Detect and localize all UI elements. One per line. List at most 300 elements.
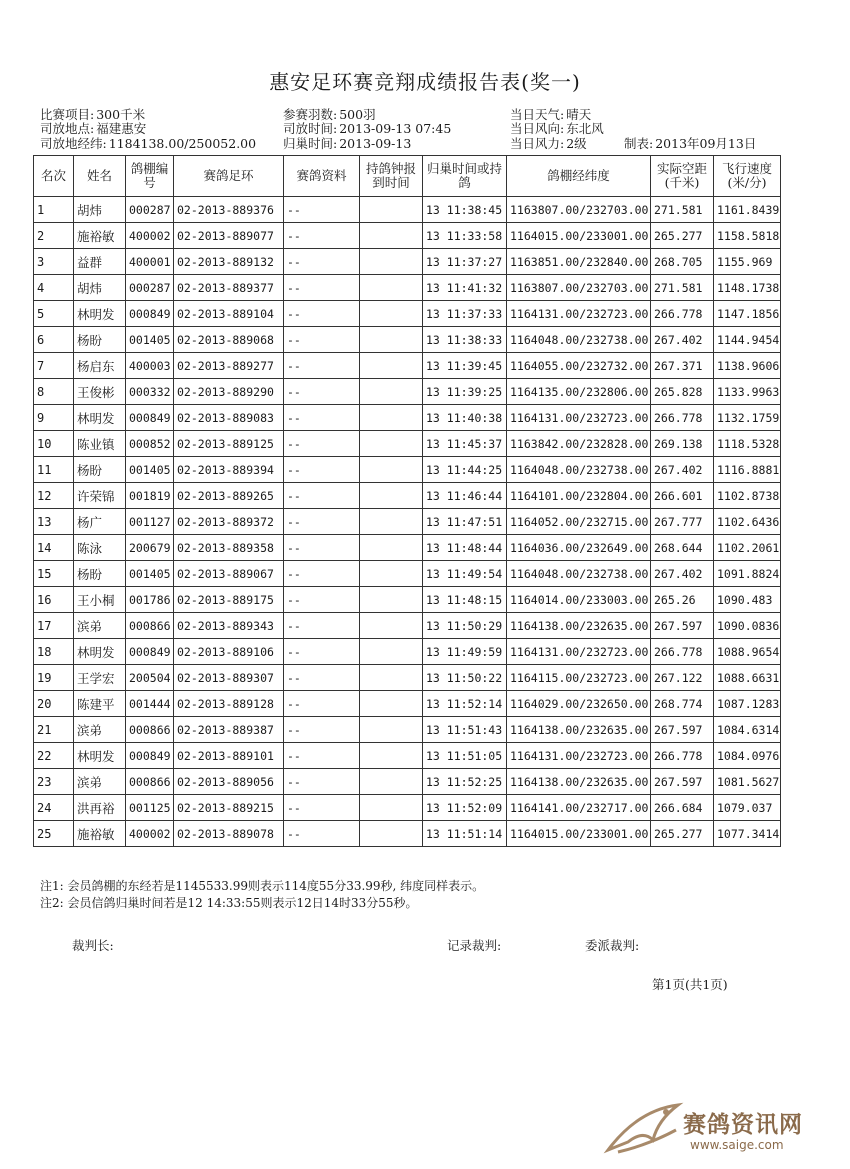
cell-ring: 02-2013-889125 <box>174 431 284 457</box>
cell-coords: 1163807.00/232703.00 <box>507 275 651 301</box>
cell-ring: 02-2013-889077 <box>174 223 284 249</box>
cell-arrival: 13 11:47:51 <box>423 509 507 535</box>
cell-ring: 02-2013-889068 <box>174 327 284 353</box>
cell-distance: 267.597 <box>651 769 714 795</box>
table-row <box>34 691 781 717</box>
release-coords-field <box>40 137 256 151</box>
cell-coords: 1163842.00/232828.00 <box>507 431 651 457</box>
cell-loft-no: 001125 <box>126 795 174 821</box>
cell-ring: 02-2013-889277 <box>174 353 284 379</box>
cell-name: 杨盼 <box>74 327 126 353</box>
cell-loft-no: 001819 <box>126 483 174 509</box>
event-value: 300千米 <box>96 107 146 122</box>
table-row <box>34 795 781 821</box>
cell-speed: 1102.8738 <box>714 483 781 509</box>
cell-coords: 1164131.00/232723.00 <box>507 405 651 431</box>
cell-clock <box>360 561 423 587</box>
cell-speed: 1161.8439 <box>714 197 781 223</box>
cell-pigeon-info: -- <box>284 639 360 665</box>
cell-arrival: 13 11:51:05 <box>423 743 507 769</box>
release-coords-value: 1184138.00/250052.00 <box>108 136 257 151</box>
cell-loft-no: 400002 <box>126 223 174 249</box>
cell-distance: 266.601 <box>651 483 714 509</box>
cell-coords: 1164135.00/232806.00 <box>507 379 651 405</box>
cell-clock <box>360 587 423 613</box>
cell-rank: 21 <box>34 717 74 743</box>
watermark-url: www.saige.com <box>690 1138 784 1152</box>
table-row <box>34 743 781 769</box>
cell-name: 杨启东 <box>74 353 126 379</box>
table-row <box>34 405 781 431</box>
wind-dir-field <box>510 122 604 136</box>
cell-clock <box>360 795 423 821</box>
table-row <box>34 535 781 561</box>
header-ring: 赛鸽足环 <box>174 156 284 197</box>
cell-speed: 1116.8881 <box>714 457 781 483</box>
cell-clock <box>360 483 423 509</box>
cell-arrival: 13 11:48:44 <box>423 535 507 561</box>
cell-ring: 02-2013-889387 <box>174 717 284 743</box>
cell-arrival: 13 11:52:14 <box>423 691 507 717</box>
cell-rank: 8 <box>34 379 74 405</box>
event-field <box>40 108 145 122</box>
cell-pigeon-info: -- <box>284 769 360 795</box>
cell-pigeon-info: -- <box>284 275 360 301</box>
cell-pigeon-info: -- <box>284 379 360 405</box>
cell-distance: 265.828 <box>651 379 714 405</box>
cell-coords: 1163807.00/232703.00 <box>507 197 651 223</box>
cell-rank: 12 <box>34 483 74 509</box>
cell-coords: 1164048.00/232738.00 <box>507 457 651 483</box>
cell-loft-no: 000849 <box>126 743 174 769</box>
cell-pigeon-info: -- <box>284 457 360 483</box>
table-row <box>34 821 781 847</box>
cell-name: 杨盼 <box>74 561 126 587</box>
cell-coords: 1164138.00/232635.00 <box>507 769 651 795</box>
cell-pigeon-info: -- <box>284 431 360 457</box>
cell-clock <box>360 457 423 483</box>
cell-clock <box>360 379 423 405</box>
cell-pigeon-info: -- <box>284 405 360 431</box>
table-row <box>34 665 781 691</box>
table-row <box>34 249 781 275</box>
table-row <box>34 509 781 535</box>
cell-coords: 1164131.00/232723.00 <box>507 301 651 327</box>
notes-block <box>40 878 484 912</box>
cell-pigeon-info: -- <box>284 249 360 275</box>
cell-coords: 1164131.00/232723.00 <box>507 743 651 769</box>
cell-loft-no: 400003 <box>126 353 174 379</box>
cell-speed: 1077.3414 <box>714 821 781 847</box>
cell-loft-no: 001405 <box>126 327 174 353</box>
wind-dir-label: 当日风向: <box>510 121 565 136</box>
cell-rank: 18 <box>34 639 74 665</box>
cell-distance: 268.644 <box>651 535 714 561</box>
cell-distance: 267.777 <box>651 509 714 535</box>
cell-pigeon-info: -- <box>284 353 360 379</box>
cell-arrival: 13 11:51:43 <box>423 717 507 743</box>
header-coords: 鸽棚经纬度 <box>507 156 651 197</box>
return-time-value: 2013-09-13 <box>339 136 412 151</box>
cell-rank: 24 <box>34 795 74 821</box>
header-pigeon-info: 赛鸽资料 <box>284 156 360 197</box>
cell-arrival: 13 11:50:29 <box>423 613 507 639</box>
cell-speed: 1138.9606 <box>714 353 781 379</box>
cell-ring: 02-2013-889372 <box>174 509 284 535</box>
cell-distance: 267.122 <box>651 665 714 691</box>
cell-distance: 267.371 <box>651 353 714 379</box>
cell-name: 杨广 <box>74 509 126 535</box>
cell-ring: 02-2013-889106 <box>174 639 284 665</box>
cell-clock <box>360 743 423 769</box>
cell-arrival: 13 11:50:22 <box>423 665 507 691</box>
cell-loft-no: 200504 <box>126 665 174 691</box>
cell-name: 陈泳 <box>74 535 126 561</box>
cell-pigeon-info: -- <box>284 483 360 509</box>
cell-rank: 22 <box>34 743 74 769</box>
results-table <box>33 155 781 847</box>
cell-loft-no: 000287 <box>126 275 174 301</box>
cell-distance: 267.402 <box>651 561 714 587</box>
count-value: 500羽 <box>339 107 376 122</box>
cell-clock <box>360 509 423 535</box>
cell-rank: 17 <box>34 613 74 639</box>
cell-name: 施裕敏 <box>74 223 126 249</box>
cell-coords: 1164141.00/232717.00 <box>507 795 651 821</box>
cell-name: 胡炜 <box>74 275 126 301</box>
cell-ring: 02-2013-889394 <box>174 457 284 483</box>
cell-clock <box>360 691 423 717</box>
cell-name: 益群 <box>74 249 126 275</box>
header-loft-no: 鸽棚编号 <box>126 156 174 197</box>
cell-distance: 266.778 <box>651 301 714 327</box>
return-time-field <box>283 137 411 151</box>
cell-clock <box>360 301 423 327</box>
cell-ring: 02-2013-889358 <box>174 535 284 561</box>
cell-rank: 23 <box>34 769 74 795</box>
cell-distance: 267.402 <box>651 457 714 483</box>
cell-pigeon-info: -- <box>284 535 360 561</box>
cell-name: 陈建平 <box>74 691 126 717</box>
cell-loft-no: 000852 <box>126 431 174 457</box>
cell-clock <box>360 327 423 353</box>
made-date-field <box>624 137 756 151</box>
cell-clock <box>360 249 423 275</box>
cell-name: 洪再裕 <box>74 795 126 821</box>
cell-arrival: 13 11:44:25 <box>423 457 507 483</box>
table-row <box>34 613 781 639</box>
cell-arrival: 13 11:37:27 <box>423 249 507 275</box>
cell-speed: 1090.483 <box>714 587 781 613</box>
table-row <box>34 353 781 379</box>
cell-name: 滨弟 <box>74 769 126 795</box>
cell-distance: 271.581 <box>651 197 714 223</box>
cell-rank: 13 <box>34 509 74 535</box>
cell-pigeon-info: -- <box>284 327 360 353</box>
cell-clock <box>360 821 423 847</box>
cell-distance: 266.778 <box>651 743 714 769</box>
cell-ring: 02-2013-889078 <box>174 821 284 847</box>
cell-rank: 14 <box>34 535 74 561</box>
cell-name: 林明发 <box>74 743 126 769</box>
cell-name: 滨弟 <box>74 613 126 639</box>
cell-pigeon-info: -- <box>284 691 360 717</box>
table-row <box>34 327 781 353</box>
cell-coords: 1164115.00/232723.00 <box>507 665 651 691</box>
cell-speed: 1090.0836 <box>714 613 781 639</box>
release-site-label: 司放地点: <box>40 121 95 136</box>
cell-rank: 16 <box>34 587 74 613</box>
cell-pigeon-info: -- <box>284 743 360 769</box>
cell-arrival: 13 11:41:32 <box>423 275 507 301</box>
cell-arrival: 13 11:52:09 <box>423 795 507 821</box>
cell-arrival: 13 11:45:37 <box>423 431 507 457</box>
cell-ring: 02-2013-889343 <box>174 613 284 639</box>
header-speed: 飞行速度(米/分) <box>714 156 781 197</box>
count-label: 参赛羽数: <box>283 107 338 122</box>
cell-loft-no: 000866 <box>126 769 174 795</box>
cell-speed: 1155.969 <box>714 249 781 275</box>
table-row <box>34 457 781 483</box>
wind-dir-value: 东北风 <box>566 121 604 136</box>
cell-distance: 267.597 <box>651 613 714 639</box>
cell-clock <box>360 613 423 639</box>
cell-speed: 1147.1856 <box>714 301 781 327</box>
cell-arrival: 13 11:33:58 <box>423 223 507 249</box>
table-row <box>34 197 781 223</box>
cell-rank: 3 <box>34 249 74 275</box>
cell-ring: 02-2013-889376 <box>174 197 284 223</box>
wind-force-value: 2级 <box>566 136 587 151</box>
cell-speed: 1079.037 <box>714 795 781 821</box>
cell-speed: 1084.6314 <box>714 717 781 743</box>
cell-coords: 1164131.00/232723.00 <box>507 639 651 665</box>
cell-name: 杨盼 <box>74 457 126 483</box>
cell-pigeon-info: -- <box>284 795 360 821</box>
cell-speed: 1102.6436 <box>714 509 781 535</box>
cell-coords: 1164138.00/232635.00 <box>507 613 651 639</box>
cell-loft-no: 400001 <box>126 249 174 275</box>
weather-label: 当日天气: <box>510 107 565 122</box>
cell-rank: 15 <box>34 561 74 587</box>
cell-ring: 02-2013-889101 <box>174 743 284 769</box>
cell-speed: 1148.1738 <box>714 275 781 301</box>
cell-clock <box>360 665 423 691</box>
cell-ring: 02-2013-889056 <box>174 769 284 795</box>
cell-distance: 268.774 <box>651 691 714 717</box>
header-distance: 实际空距(千米) <box>651 156 714 197</box>
cell-rank: 6 <box>34 327 74 353</box>
cell-name: 王小桐 <box>74 587 126 613</box>
cell-speed: 1091.8824 <box>714 561 781 587</box>
cell-arrival: 13 11:49:59 <box>423 639 507 665</box>
header-clock: 持鸽钟报到时间 <box>360 156 423 197</box>
cell-speed: 1084.0976 <box>714 743 781 769</box>
cell-arrival: 13 11:39:45 <box>423 353 507 379</box>
cell-loft-no: 000849 <box>126 639 174 665</box>
cell-rank: 1 <box>34 197 74 223</box>
release-site-field <box>40 122 146 136</box>
wind-force-field <box>510 137 587 151</box>
header-arrival: 归巢时间或持鸽 <box>423 156 507 197</box>
cell-rank: 20 <box>34 691 74 717</box>
cell-speed: 1133.9963 <box>714 379 781 405</box>
cell-arrival: 13 11:48:15 <box>423 587 507 613</box>
watermark-name: 赛鸽资讯网 <box>683 1112 803 1138</box>
cell-coords: 1164101.00/232804.00 <box>507 483 651 509</box>
cell-loft-no: 001786 <box>126 587 174 613</box>
cell-coords: 1164048.00/232738.00 <box>507 561 651 587</box>
cell-distance: 266.778 <box>651 405 714 431</box>
cell-loft-no: 001405 <box>126 561 174 587</box>
cell-coords: 1164029.00/232650.00 <box>507 691 651 717</box>
cell-pigeon-info: -- <box>284 509 360 535</box>
cell-clock <box>360 353 423 379</box>
table-body <box>34 197 781 847</box>
header-name: 姓名 <box>74 156 126 197</box>
cell-loft-no: 000866 <box>126 613 174 639</box>
cell-name: 王俊彬 <box>74 379 126 405</box>
cell-ring: 02-2013-889067 <box>174 561 284 587</box>
cell-arrival: 13 11:38:45 <box>423 197 507 223</box>
cell-name: 许荣锦 <box>74 483 126 509</box>
cell-coords: 1164015.00/233001.00 <box>507 223 651 249</box>
table-row <box>34 223 781 249</box>
made-label: 制表: <box>624 136 654 151</box>
appointed-judge-label: 委派裁判: <box>585 938 640 953</box>
cell-speed: 1144.9454 <box>714 327 781 353</box>
cell-speed: 1081.5627 <box>714 769 781 795</box>
cell-rank: 9 <box>34 405 74 431</box>
cell-loft-no: 000287 <box>126 197 174 223</box>
cell-ring: 02-2013-889175 <box>174 587 284 613</box>
cell-distance: 266.684 <box>651 795 714 821</box>
table-header-row <box>34 156 781 197</box>
cell-name: 陈业镇 <box>74 431 126 457</box>
cell-distance: 265.26 <box>651 587 714 613</box>
cell-ring: 02-2013-889128 <box>174 691 284 717</box>
cell-distance: 269.138 <box>651 431 714 457</box>
note-1: 注1: 会员鸽棚的东经若是1145533.99则表示114度55分33.99秒, 纬度同样表示。 <box>40 879 485 893</box>
cell-loft-no: 001444 <box>126 691 174 717</box>
cell-loft-no: 000332 <box>126 379 174 405</box>
cell-loft-no: 000866 <box>126 717 174 743</box>
release-site-value: 福建惠安 <box>96 121 147 136</box>
release-coords-label: 司放地经纬: <box>40 136 107 151</box>
cell-coords: 1164052.00/232715.00 <box>507 509 651 535</box>
cell-rank: 25 <box>34 821 74 847</box>
cell-clock <box>360 639 423 665</box>
cell-rank: 4 <box>34 275 74 301</box>
cell-name: 林明发 <box>74 301 126 327</box>
cell-clock <box>360 405 423 431</box>
cell-pigeon-info: -- <box>284 301 360 327</box>
cell-speed: 1087.1283 <box>714 691 781 717</box>
cell-rank: 7 <box>34 353 74 379</box>
cell-arrival: 13 11:37:33 <box>423 301 507 327</box>
cell-arrival: 13 11:52:25 <box>423 769 507 795</box>
cell-coords: 1164015.00/233001.00 <box>507 821 651 847</box>
header-rank: 名次 <box>34 156 74 197</box>
cell-ring: 02-2013-889265 <box>174 483 284 509</box>
release-time-field <box>283 122 451 136</box>
cell-speed: 1118.5328 <box>714 431 781 457</box>
cell-rank: 11 <box>34 457 74 483</box>
cell-distance: 266.778 <box>651 639 714 665</box>
cell-clock <box>360 197 423 223</box>
cell-rank: 10 <box>34 431 74 457</box>
cell-ring: 02-2013-889215 <box>174 795 284 821</box>
cell-pigeon-info: -- <box>284 613 360 639</box>
table-row <box>34 275 781 301</box>
cell-speed: 1102.2061 <box>714 535 781 561</box>
cell-ring: 02-2013-889132 <box>174 249 284 275</box>
cell-clock <box>360 431 423 457</box>
cell-pigeon-info: -- <box>284 665 360 691</box>
wind-force-label: 当日风力: <box>510 136 565 151</box>
cell-loft-no: 400002 <box>126 821 174 847</box>
count-field <box>283 108 376 122</box>
table-row <box>34 301 781 327</box>
cell-pigeon-info: -- <box>284 197 360 223</box>
cell-speed: 1132.1759 <box>714 405 781 431</box>
cell-arrival: 13 11:38:33 <box>423 327 507 353</box>
cell-rank: 5 <box>34 301 74 327</box>
release-time-label: 司放时间: <box>283 121 338 136</box>
cell-name: 胡炜 <box>74 197 126 223</box>
event-label: 比赛项目: <box>40 107 95 122</box>
cell-arrival: 13 11:40:38 <box>423 405 507 431</box>
cell-loft-no: 000849 <box>126 405 174 431</box>
table-row <box>34 639 781 665</box>
cell-coords: 1164048.00/232738.00 <box>507 327 651 353</box>
cell-loft-no: 000849 <box>126 301 174 327</box>
table-row <box>34 431 781 457</box>
table-row <box>34 561 781 587</box>
cell-distance: 268.705 <box>651 249 714 275</box>
page-number: 第1页(共1页) <box>652 977 728 992</box>
cell-clock <box>360 535 423 561</box>
cell-coords: 1164138.00/232635.00 <box>507 717 651 743</box>
report-title: 惠安足环赛竞翔成绩报告表(奖一) <box>269 70 581 94</box>
cell-clock <box>360 769 423 795</box>
cell-arrival: 13 11:39:25 <box>423 379 507 405</box>
table-row <box>34 769 781 795</box>
cell-name: 施裕敏 <box>74 821 126 847</box>
cell-coords: 1164055.00/232732.00 <box>507 353 651 379</box>
cell-pigeon-info: -- <box>284 587 360 613</box>
cell-loft-no: 001405 <box>126 457 174 483</box>
note-2: 注2: 会员信鸽归巢时间若是12 14:33:55则表示12日14时33分55秒。 <box>40 896 418 910</box>
cell-name: 林明发 <box>74 405 126 431</box>
release-time-value: 2013-09-13 07:45 <box>339 121 452 136</box>
table-row <box>34 483 781 509</box>
cell-distance: 265.277 <box>651 821 714 847</box>
cell-speed: 1158.5818 <box>714 223 781 249</box>
cell-speed: 1088.6631 <box>714 665 781 691</box>
cell-clock <box>360 275 423 301</box>
cell-coords: 1164014.00/233003.00 <box>507 587 651 613</box>
cell-name: 滨弟 <box>74 717 126 743</box>
cell-pigeon-info: -- <box>284 561 360 587</box>
cell-coords: 1164036.00/232649.00 <box>507 535 651 561</box>
table-row <box>34 587 781 613</box>
cell-distance: 271.581 <box>651 275 714 301</box>
cell-name: 林明发 <box>74 639 126 665</box>
cell-arrival: 13 11:51:14 <box>423 821 507 847</box>
cell-distance: 267.597 <box>651 717 714 743</box>
weather-value: 晴天 <box>566 107 592 122</box>
